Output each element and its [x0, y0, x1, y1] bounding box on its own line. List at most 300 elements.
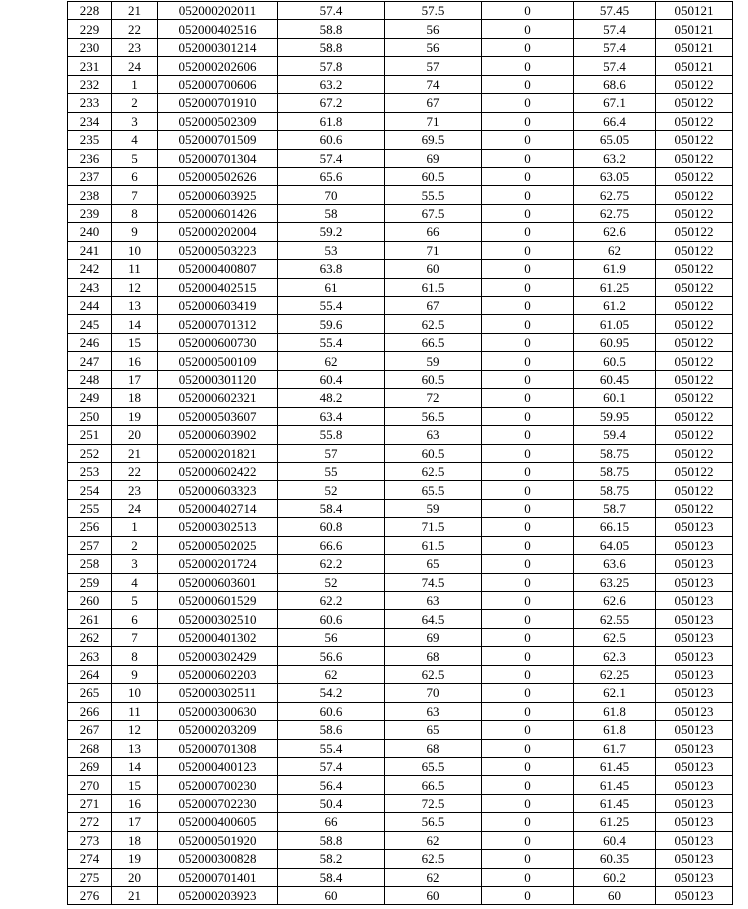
exam-id-cell: 052000603323	[158, 481, 278, 499]
table-row	[68, 536, 733, 554]
score-1-cell: 50.4	[278, 794, 385, 812]
position-code-cell: 050122	[656, 278, 733, 296]
exam-id-cell: 052000302511	[158, 684, 278, 702]
bonus-cell: 0	[482, 426, 574, 444]
position-code-cell: 050123	[656, 628, 733, 646]
position-code-cell: 050122	[656, 260, 733, 278]
score-2-cell: 56.5	[385, 407, 482, 425]
total-score-cell: 63.2	[574, 149, 656, 167]
total-score-cell: 61.45	[574, 776, 656, 794]
exam-id-cell: 052000701304	[158, 149, 278, 167]
total-score-cell: 62.75	[574, 204, 656, 222]
table-row	[68, 518, 733, 536]
table-row	[68, 407, 733, 425]
bonus-cell: 0	[482, 647, 574, 665]
score-1-cell: 56.4	[278, 776, 385, 794]
exam-id-cell: 052000701910	[158, 94, 278, 112]
serial-cell: 263	[68, 647, 112, 665]
bonus-cell: 0	[482, 462, 574, 480]
position-code-cell: 050122	[656, 241, 733, 259]
serial-cell: 231	[68, 57, 112, 75]
serial-cell: 248	[68, 370, 112, 388]
serial-cell: 238	[68, 186, 112, 204]
score-1-cell: 59.2	[278, 223, 385, 241]
serial-cell: 237	[68, 167, 112, 185]
table-row	[68, 555, 733, 573]
exam-id-cell: 052000501920	[158, 831, 278, 849]
serial-cell: 260	[68, 592, 112, 610]
score-1-cell: 56	[278, 628, 385, 646]
position-code-cell: 050123	[656, 757, 733, 775]
serial-cell: 273	[68, 831, 112, 849]
position-code-cell: 050123	[656, 555, 733, 573]
table-row	[68, 186, 733, 204]
total-score-cell: 63.6	[574, 555, 656, 573]
score-1-cell: 62	[278, 352, 385, 370]
position-code-cell: 050122	[656, 370, 733, 388]
table-row	[68, 628, 733, 646]
score-2-cell: 67	[385, 94, 482, 112]
serial-cell: 269	[68, 757, 112, 775]
exam-id-cell: 052000203209	[158, 721, 278, 739]
table-row	[68, 684, 733, 702]
position-code-cell: 050122	[656, 315, 733, 333]
serial-cell: 256	[68, 518, 112, 536]
position-code-cell: 050122	[656, 75, 733, 93]
table-row	[68, 887, 733, 905]
score-2-cell: 57.5	[385, 2, 482, 20]
table-row	[68, 75, 733, 93]
position-code-cell: 050121	[656, 20, 733, 38]
table-row	[68, 131, 733, 149]
total-score-cell: 62.25	[574, 665, 656, 683]
bonus-cell: 0	[482, 333, 574, 351]
group-rank-cell: 9	[112, 223, 158, 241]
table-row	[68, 20, 733, 38]
table-row	[68, 223, 733, 241]
exam-id-cell: 052000601426	[158, 204, 278, 222]
exam-id-cell: 052000600730	[158, 333, 278, 351]
bonus-cell: 0	[482, 850, 574, 868]
bonus-cell: 0	[482, 721, 574, 739]
score-2-cell: 72.5	[385, 794, 482, 812]
total-score-cell: 57.4	[574, 57, 656, 75]
bonus-cell: 0	[482, 223, 574, 241]
score-2-cell: 72	[385, 389, 482, 407]
serial-cell: 239	[68, 204, 112, 222]
table-row	[68, 721, 733, 739]
table-row	[68, 462, 733, 480]
serial-cell: 241	[68, 241, 112, 259]
position-code-cell: 050122	[656, 444, 733, 462]
score-1-cell: 57	[278, 444, 385, 462]
position-code-cell: 050122	[656, 204, 733, 222]
score-2-cell: 71	[385, 241, 482, 259]
bonus-cell: 0	[482, 315, 574, 333]
exam-id-cell: 052000701308	[158, 739, 278, 757]
score-2-cell: 67.5	[385, 204, 482, 222]
exam-id-cell: 052000602422	[158, 462, 278, 480]
table-row	[68, 481, 733, 499]
bonus-cell: 0	[482, 186, 574, 204]
serial-cell: 262	[68, 628, 112, 646]
group-rank-cell: 10	[112, 241, 158, 259]
table-row	[68, 813, 733, 831]
bonus-cell: 0	[482, 370, 574, 388]
group-rank-cell: 17	[112, 370, 158, 388]
score-2-cell: 67	[385, 297, 482, 315]
group-rank-cell: 24	[112, 499, 158, 517]
score-2-cell: 64.5	[385, 610, 482, 628]
exam-id-cell: 052000400123	[158, 757, 278, 775]
score-2-cell: 66.5	[385, 333, 482, 351]
exam-id-cell: 052000400807	[158, 260, 278, 278]
group-rank-cell: 20	[112, 868, 158, 886]
position-code-cell: 050122	[656, 426, 733, 444]
group-rank-cell: 20	[112, 426, 158, 444]
score-2-cell: 71.5	[385, 518, 482, 536]
score-2-cell: 69.5	[385, 131, 482, 149]
bonus-cell: 0	[482, 628, 574, 646]
score-1-cell: 62.2	[278, 555, 385, 573]
bonus-cell: 0	[482, 813, 574, 831]
bonus-cell: 0	[482, 702, 574, 720]
group-rank-cell: 8	[112, 204, 158, 222]
group-rank-cell: 12	[112, 278, 158, 296]
total-score-cell: 61.25	[574, 813, 656, 831]
exam-id-cell: 052000700606	[158, 75, 278, 93]
position-code-cell: 050122	[656, 499, 733, 517]
exam-id-cell: 052000502309	[158, 112, 278, 130]
group-rank-cell: 21	[112, 887, 158, 905]
serial-cell: 266	[68, 702, 112, 720]
group-rank-cell: 10	[112, 684, 158, 702]
group-rank-cell: 14	[112, 757, 158, 775]
score-2-cell: 74	[385, 75, 482, 93]
exam-id-cell: 052000400605	[158, 813, 278, 831]
group-rank-cell: 23	[112, 481, 158, 499]
exam-id-cell: 052000302510	[158, 610, 278, 628]
table-row	[68, 112, 733, 130]
bonus-cell: 0	[482, 389, 574, 407]
table-row	[68, 278, 733, 296]
score-1-cell: 67.2	[278, 94, 385, 112]
total-score-cell: 62.75	[574, 186, 656, 204]
exam-id-cell: 052000402515	[158, 278, 278, 296]
serial-cell: 253	[68, 462, 112, 480]
score-1-cell: 58.8	[278, 20, 385, 38]
score-2-cell: 69	[385, 628, 482, 646]
bonus-cell: 0	[482, 131, 574, 149]
bonus-cell: 0	[482, 241, 574, 259]
group-rank-cell: 9	[112, 665, 158, 683]
position-code-cell: 050122	[656, 462, 733, 480]
total-score-cell: 62.5	[574, 628, 656, 646]
position-code-cell: 050123	[656, 592, 733, 610]
table-row	[68, 610, 733, 628]
table-row	[68, 665, 733, 683]
group-rank-cell: 2	[112, 536, 158, 554]
total-score-cell: 61.25	[574, 278, 656, 296]
bonus-cell: 0	[482, 536, 574, 554]
position-code-cell: 050123	[656, 702, 733, 720]
position-code-cell: 050122	[656, 333, 733, 351]
score-1-cell: 57.4	[278, 149, 385, 167]
bonus-cell: 0	[482, 112, 574, 130]
serial-cell: 261	[68, 610, 112, 628]
bonus-cell: 0	[482, 610, 574, 628]
position-code-cell: 050122	[656, 149, 733, 167]
group-rank-cell: 21	[112, 444, 158, 462]
table-row	[68, 260, 733, 278]
score-1-cell: 55.4	[278, 333, 385, 351]
group-rank-cell: 19	[112, 407, 158, 425]
group-rank-cell: 2	[112, 94, 158, 112]
position-code-cell: 050123	[656, 739, 733, 757]
position-code-cell: 050123	[656, 684, 733, 702]
score-2-cell: 69	[385, 149, 482, 167]
bonus-cell: 0	[482, 149, 574, 167]
table-row	[68, 776, 733, 794]
total-score-cell: 61.45	[574, 757, 656, 775]
bonus-cell: 0	[482, 573, 574, 591]
serial-cell: 272	[68, 813, 112, 831]
exam-id-cell: 052000402516	[158, 20, 278, 38]
serial-cell: 233	[68, 94, 112, 112]
bonus-cell: 0	[482, 776, 574, 794]
exam-id-cell: 052000203923	[158, 887, 278, 905]
exam-id-cell: 052000603419	[158, 297, 278, 315]
exam-id-cell: 052000502025	[158, 536, 278, 554]
serial-cell: 265	[68, 684, 112, 702]
group-rank-cell: 13	[112, 739, 158, 757]
table-row	[68, 702, 733, 720]
total-score-cell: 58.7	[574, 499, 656, 517]
score-2-cell: 68	[385, 647, 482, 665]
serial-cell: 246	[68, 333, 112, 351]
serial-cell: 228	[68, 2, 112, 20]
total-score-cell: 62.55	[574, 610, 656, 628]
serial-cell: 274	[68, 850, 112, 868]
table-row	[68, 647, 733, 665]
total-score-cell: 57.45	[574, 2, 656, 20]
table-row	[68, 444, 733, 462]
total-score-cell: 67.1	[574, 94, 656, 112]
serial-cell: 234	[68, 112, 112, 130]
score-1-cell: 60.8	[278, 518, 385, 536]
position-code-cell: 050121	[656, 57, 733, 75]
exam-id-cell: 052000701312	[158, 315, 278, 333]
score-2-cell: 71	[385, 112, 482, 130]
score-2-cell: 70	[385, 684, 482, 702]
serial-cell: 258	[68, 555, 112, 573]
exam-id-cell: 052000601529	[158, 592, 278, 610]
exam-id-cell: 052000202011	[158, 2, 278, 20]
total-score-cell: 57.4	[574, 20, 656, 38]
position-code-cell: 050122	[656, 389, 733, 407]
table-row	[68, 794, 733, 812]
group-rank-cell: 22	[112, 20, 158, 38]
exam-id-cell: 052000402714	[158, 499, 278, 517]
serial-cell: 276	[68, 887, 112, 905]
score-2-cell: 61.5	[385, 278, 482, 296]
bonus-cell: 0	[482, 407, 574, 425]
score-1-cell: 60.6	[278, 610, 385, 628]
group-rank-cell: 4	[112, 131, 158, 149]
exam-id-cell: 052000603902	[158, 426, 278, 444]
score-2-cell: 60.5	[385, 444, 482, 462]
group-rank-cell: 7	[112, 628, 158, 646]
bonus-cell: 0	[482, 57, 574, 75]
table-row	[68, 149, 733, 167]
bonus-cell: 0	[482, 887, 574, 905]
group-rank-cell: 13	[112, 297, 158, 315]
bonus-cell: 0	[482, 20, 574, 38]
total-score-cell: 61.7	[574, 739, 656, 757]
serial-cell: 268	[68, 739, 112, 757]
bonus-cell: 0	[482, 94, 574, 112]
serial-cell: 271	[68, 794, 112, 812]
table-row	[68, 57, 733, 75]
score-1-cell: 63.2	[278, 75, 385, 93]
score-table-body	[68, 2, 733, 905]
score-1-cell: 57.8	[278, 57, 385, 75]
bonus-cell: 0	[482, 757, 574, 775]
score-1-cell: 61.8	[278, 112, 385, 130]
bonus-cell: 0	[482, 38, 574, 56]
exam-id-cell: 052000302513	[158, 518, 278, 536]
position-code-cell: 050123	[656, 868, 733, 886]
table-row	[68, 389, 733, 407]
score-2-cell: 62.5	[385, 665, 482, 683]
exam-id-cell: 052000300630	[158, 702, 278, 720]
score-1-cell: 58.4	[278, 499, 385, 517]
bonus-cell: 0	[482, 278, 574, 296]
total-score-cell: 60.5	[574, 352, 656, 370]
total-score-cell: 59.95	[574, 407, 656, 425]
group-rank-cell: 24	[112, 57, 158, 75]
score-1-cell: 52	[278, 573, 385, 591]
score-1-cell: 58.8	[278, 831, 385, 849]
group-rank-cell: 6	[112, 610, 158, 628]
exam-id-cell: 052000201821	[158, 444, 278, 462]
bonus-cell: 0	[482, 868, 574, 886]
exam-id-cell: 052000602321	[158, 389, 278, 407]
table-row	[68, 241, 733, 259]
score-1-cell: 60	[278, 887, 385, 905]
position-code-cell: 050123	[656, 850, 733, 868]
position-code-cell: 050123	[656, 573, 733, 591]
exam-id-cell: 052000401302	[158, 628, 278, 646]
serial-cell: 242	[68, 260, 112, 278]
total-score-cell: 66.4	[574, 112, 656, 130]
exam-id-cell: 052000701401	[158, 868, 278, 886]
score-1-cell: 66.6	[278, 536, 385, 554]
group-rank-cell: 6	[112, 167, 158, 185]
group-rank-cell: 14	[112, 315, 158, 333]
table-row	[68, 426, 733, 444]
score-2-cell: 65	[385, 721, 482, 739]
score-2-cell: 63	[385, 592, 482, 610]
group-rank-cell: 5	[112, 592, 158, 610]
exam-id-cell: 052000300828	[158, 850, 278, 868]
bonus-cell: 0	[482, 204, 574, 222]
serial-cell: 264	[68, 665, 112, 683]
bonus-cell: 0	[482, 831, 574, 849]
serial-cell: 245	[68, 315, 112, 333]
group-rank-cell: 18	[112, 389, 158, 407]
bonus-cell: 0	[482, 592, 574, 610]
bonus-cell: 0	[482, 297, 574, 315]
score-1-cell: 57.4	[278, 2, 385, 20]
total-score-cell: 58.75	[574, 462, 656, 480]
exam-id-cell: 052000702230	[158, 794, 278, 812]
total-score-cell: 61.2	[574, 297, 656, 315]
position-code-cell: 050122	[656, 297, 733, 315]
score-2-cell: 63	[385, 702, 482, 720]
table-row	[68, 204, 733, 222]
total-score-cell: 61.8	[574, 702, 656, 720]
serial-cell: 230	[68, 38, 112, 56]
score-2-cell: 62	[385, 831, 482, 849]
exam-id-cell: 052000202004	[158, 223, 278, 241]
score-2-cell: 68	[385, 739, 482, 757]
score-2-cell: 62	[385, 868, 482, 886]
table-row	[68, 592, 733, 610]
table-row	[68, 499, 733, 517]
position-code-cell: 050122	[656, 481, 733, 499]
bonus-cell: 0	[482, 518, 574, 536]
group-rank-cell: 1	[112, 518, 158, 536]
group-rank-cell: 18	[112, 831, 158, 849]
group-rank-cell: 1	[112, 75, 158, 93]
table-row	[68, 370, 733, 388]
total-score-cell: 60.95	[574, 333, 656, 351]
exam-id-cell: 052000701509	[158, 131, 278, 149]
bonus-cell: 0	[482, 2, 574, 20]
position-code-cell: 050123	[656, 647, 733, 665]
bonus-cell: 0	[482, 499, 574, 517]
exam-id-cell: 052000603925	[158, 186, 278, 204]
exam-id-cell: 052000503223	[158, 241, 278, 259]
group-rank-cell: 22	[112, 462, 158, 480]
score-1-cell: 58.8	[278, 38, 385, 56]
score-1-cell: 53	[278, 241, 385, 259]
total-score-cell: 68.6	[574, 75, 656, 93]
group-rank-cell: 21	[112, 2, 158, 20]
score-1-cell: 54.2	[278, 684, 385, 702]
serial-cell: 252	[68, 444, 112, 462]
score-2-cell: 65.5	[385, 481, 482, 499]
bonus-cell: 0	[482, 555, 574, 573]
serial-cell: 236	[68, 149, 112, 167]
score-2-cell: 65.5	[385, 757, 482, 775]
bonus-cell: 0	[482, 481, 574, 499]
position-code-cell: 050122	[656, 186, 733, 204]
bonus-cell: 0	[482, 260, 574, 278]
exam-id-cell: 052000603601	[158, 573, 278, 591]
bonus-cell: 0	[482, 684, 574, 702]
serial-cell: 250	[68, 407, 112, 425]
bonus-cell: 0	[482, 75, 574, 93]
position-code-cell: 050123	[656, 813, 733, 831]
total-score-cell: 61.45	[574, 794, 656, 812]
score-1-cell: 55.4	[278, 297, 385, 315]
total-score-cell: 60.4	[574, 831, 656, 849]
score-2-cell: 56	[385, 38, 482, 56]
group-rank-cell: 11	[112, 260, 158, 278]
group-rank-cell: 8	[112, 647, 158, 665]
